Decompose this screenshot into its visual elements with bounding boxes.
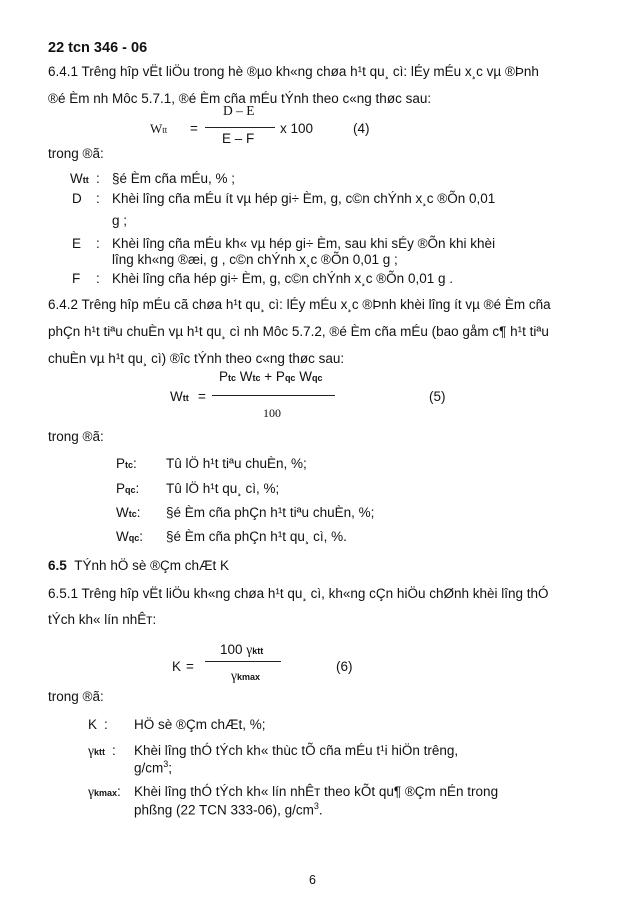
def-text-continued: $g/cm^3$; — [134, 759, 173, 776]
section-6-5-heading: 6.5 TÝnh hÖ sè ®Çm chÆt K — [48, 558, 230, 573]
def-symbol: E — [72, 236, 82, 251]
formula-4-equals: = — [190, 121, 198, 136]
formula-4-multiplier: x 100 — [280, 121, 314, 136]
def-colon: : — [96, 271, 100, 286]
def-colon: : — [96, 171, 100, 186]
def-colon: : — [96, 191, 100, 206]
def-symbol: Wqc: — [116, 529, 144, 544]
def-symbol: D — [72, 191, 82, 206]
para-651-line1: 6.5.1 Trêng hîp vËt liÖu kh«ng chøa h¹t qu¸ cì, kh«ng cÇn hiÖu chØnh khèi lîng thÓ — [48, 586, 549, 601]
def-text: Khèi lîng cña mÉu kh« vµ hép gi÷ Èm, sau khi sÉy ®Õn khi khèi — [112, 236, 496, 251]
def-text: Tû lÖ h¹t qu¸ cì, %; — [166, 481, 280, 496]
where-label-2: trong ®ã: — [48, 429, 104, 444]
def-text-continued: lîng kh«ng ®æi, g , c©n chÝnh x¸c ®Õn 0,01 g ; — [112, 252, 398, 267]
def-text-continued: g ; — [112, 213, 128, 228]
def-text: Khèi lîng thÓ tÝch kh« thùc tÕ cña mÉu t¹i hiÖn trêng, — [134, 743, 459, 758]
formula-4-fraction-bar — [205, 127, 275, 128]
para-641-line2: ®é Èm nh Môc 5.7.1, ®é Èm cña mÉu tÝnh theo c«ng thøc sau: — [48, 91, 432, 106]
formula-5-numerator: Ptc Wtc + Pqc Wqc — [219, 369, 323, 384]
def-colon: : — [112, 743, 116, 758]
page-number: 6 — [309, 873, 316, 887]
def-symbol: Wtc: — [116, 505, 141, 520]
formula-5-equals: = — [198, 389, 206, 404]
formula-6-lhs: K — [172, 659, 182, 674]
def-symbol: γktt — [88, 743, 105, 758]
para-651-line2: tÝch kh« lín nhÊт: — [48, 612, 157, 627]
def-symbol: Pqc: — [116, 481, 140, 496]
def-symbol: K — [88, 717, 98, 732]
def-symbol: Ptc: — [116, 456, 137, 471]
formula-4-lhs: Wtt — [150, 121, 168, 136]
para-642-line3: chuÈn vµ h¹t qu¸ cì) ®îc tÝnh theo c«ng thøc sau: — [48, 351, 345, 366]
def-text: §é Èm cña phÇn h¹t qu¸ cì, %. — [166, 529, 347, 544]
formula-6-numerator: 100 γktt — [220, 642, 264, 657]
def-colon: : — [96, 236, 100, 251]
formula-4-denominator: E – F — [222, 131, 255, 146]
def-text: §é Èm cña phÇn h¹t tiªu chuÈn, %; — [166, 505, 375, 520]
where-label-1: trong ®ã: — [48, 146, 104, 161]
formula-6-equals: = — [186, 659, 194, 674]
def-text: Tû lÖ h¹t tiªu chuÈn, %; — [166, 456, 307, 471]
para-642-line1: 6.4.2 Trêng hîp mÉu cã chøa h¹t qu¸ cì: lÉy mÉu x¸c ®Þnh khèi lîng ít vµ ®é Èm cña — [48, 297, 551, 312]
document-header: 22 tcn 346 - 06 — [48, 40, 148, 56]
def-symbol: F — [72, 271, 81, 286]
formula-5-number: (5) — [429, 389, 446, 404]
formula-6-denominator: γkmax — [231, 668, 260, 683]
formula-4-numerator: D – E — [223, 103, 255, 118]
formula-6-number: (6) — [336, 659, 353, 674]
formula-5-denominator: 100 — [263, 406, 281, 420]
where-label-3: trong ®ã: — [48, 689, 104, 704]
def-text: Khèi lîng cña hép gi÷ Èm, g, c©n chÝnh x¸c ®Õn 0,01 g . — [112, 271, 453, 286]
formula-4-number: (4) — [353, 121, 370, 136]
formula-5-lhs: Wtt — [170, 389, 189, 404]
formula-6-fraction-bar — [205, 661, 281, 662]
def-text: §é Èm cña mÉu, % ; — [112, 171, 236, 186]
para-642-line2: phÇn h¹t tiªu chuÈn vµ h¹t qu¸ cì nh Môc 5.7.2, ®é Èm cña mÉu (bao gåm c¶ h¹t tiªu — [48, 324, 549, 339]
def-symbol: γkmax: — [88, 784, 121, 799]
def-text: Khèi lîng thÓ tÝch kh« lín nhÊт theo kÕt qu¶ ®Çm nÉn trong — [134, 784, 499, 799]
formula-5-fraction-bar — [212, 395, 335, 396]
def-symbol: Wtt — [70, 171, 89, 186]
def-colon: : — [104, 717, 108, 732]
def-text: Khèi lîng cña mÉu ít vµ hép gi÷ Èm, g, c©n chÝnh x¸c ®Õn 0,01 — [112, 191, 496, 206]
def-text-continued: phßng (22 TCN 333-06), $g/cm^3$. — [134, 801, 323, 818]
para-641-line1: 6.4.1 Trêng hîp vËt liÖu trong hè ®µo kh«ng chøa h¹t qu¸ cì: lÉy mÉu x¸c vµ ®Þnh — [48, 64, 539, 79]
def-text: HÖ sè ®Çm chÆt, %; — [134, 717, 266, 732]
